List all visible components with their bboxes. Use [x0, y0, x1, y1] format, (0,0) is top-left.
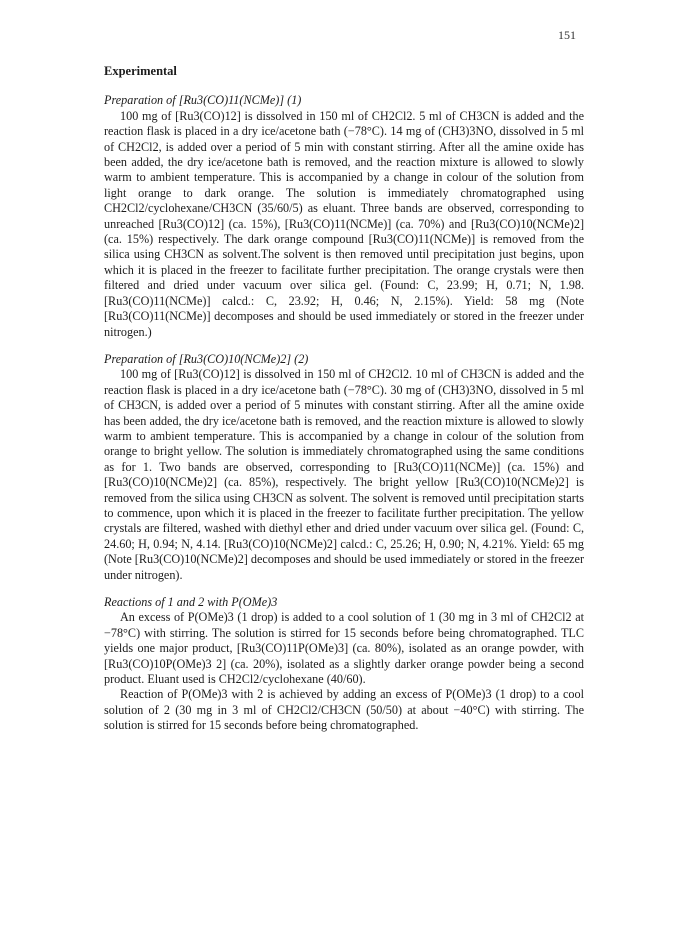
main-content [104, 64, 584, 746]
section-heading: Experimental [104, 64, 177, 78]
subsection-title: Preparation of [Ru3(CO)11(NCMe)] (1) [104, 93, 302, 108]
subsection-preparation-2 [104, 352, 584, 583]
subsection-preparation-1 [104, 93, 584, 340]
subsection-title: Preparation of [Ru3(CO)10(NCMe)2] (2) [104, 351, 309, 366]
paragraph: Reaction of P(OMe)3 with 2 is achieved by adding an excess of P(OMe)3 (1 drop) to a cool solution of 2 (30 mg in 3 ml of CH2Cl2/CH3CN (50/50) at about −40°C) with stirring. The solution is stirred for 15 seconds before being chromatographed. [104, 687, 584, 733]
subsection-title: Reactions of 1 and 2 with P(OMe)3 [104, 595, 278, 609]
paragraph: 100 mg of [Ru3(CO)12] is dissolved in 150 ml of CH2Cl2. 5 ml of CH3CN is added and the reaction flask is placed in a dry ice/acetone bath (−78°C). 14 mg of (CH3)3NO, dissolved in 5 ml of CH2Cl2, is added over a period of 5 min with constant stirring. After all the amine oxide has been added, the dry ice/acetone bath is removed, and the reaction mixture is allowed to slowly warm to ambient temperature. This is accompanied by a change in colour of the solution from light orange to dark orange. The solution is immediately chromatographed using CH2Cl2/cyclohexane/CH3CN (35/60/5) as eluant. Three bands are observed, corresponding to unreached [Ru3(CO)12] (ca. 15%), [Ru3(CO)11(NCMe)] (ca. 70%) and [Ru3(CO)10(NCMe)2] (ca. 15%) respectively. The dark orange compound [Ru3(CO)11(NCMe)] is removed from the silica using CH3CN as solvent.The solvent is then removed until precipitation just begins, upon which it is placed in the freezer to facilitate further precipitation. The orange crystals were then filtered and dried under vacuum over silica gel. (Found: C, 23.99; H, 0.71; N, 1.98. [Ru3(CO)11(NCMe)] calcd.: C, 23.92; H, 0.46; N, 2.15%). Yield: 58 mg (Note [Ru3(CO)11(NCMe)] decomposes and should be used immediately or stored in the freezer under nitrogen.) [104, 108, 584, 339]
paragraph: An excess of P(OMe)3 (1 drop) is added to a cool solution of 1 (30 mg in 3 ml of CH2Cl2 at −78°C) with stirring. The solution is stirred for 15 seconds before being chromatographed. TLC yields one major product, [Ru3(CO)11P(OMe)3] (ca. 80%), isolated as an orange powder, with [Ru3(CO)10P(OMe)3 2] (ca. 20%), isolated as a slightly darker orange powder being a second product. Eluant used is CH2Cl2/cyclohexane (40/60). [104, 610, 584, 687]
subsection-reactions [104, 595, 584, 734]
paragraph: 100 mg of [Ru3(CO)12] is dissolved in 150 ml of CH2Cl2. 10 ml of CH3CN is added and the reaction flask is placed in a dry ice/acetone bath (−78°C). 30 mg of (CH3)3NO, dissolved in 5 ml of CH3CN, is added over a period of 5 minutes with constant stirring. After all the amine oxide has been added, the dry ice/acetone bath is removed, and the reaction mixture is allowed to slowly warm to ambient temperature. This is accompanied by a change in colour of the solution from orange to bright yellow. The solution is immediately chromatographed using the same conditions as for 1. Two bands are observed, corresponding to [Ru3(CO)11(NCMe)] (ca. 15%) and [Ru3(CO)10(NCMe)2] (ca. 85%), respectively. The bright yellow [Ru3(CO)10(NCMe)2] is removed from the silica using CH3CN as solvent. The solvent is removed until precipitation starts to commence, upon which it is placed in the freezer to facilitate further precipitation. The yellow crystals are filtered, washed with diethyl ether and dried under vacuum over silica gel. (Found: C, 24.60; H, 0.94; N, 4.14. [Ru3(CO)10(NCMe)2] calcd.: C, 25.26; H, 0.90; N, 4.21%. Yield: 65 mg (Note [Ru3(CO)10(NCMe)2] decomposes and should be used immediately or stored in the freezer under nitrogen). [104, 367, 584, 582]
page-number: 151 [558, 28, 576, 42]
